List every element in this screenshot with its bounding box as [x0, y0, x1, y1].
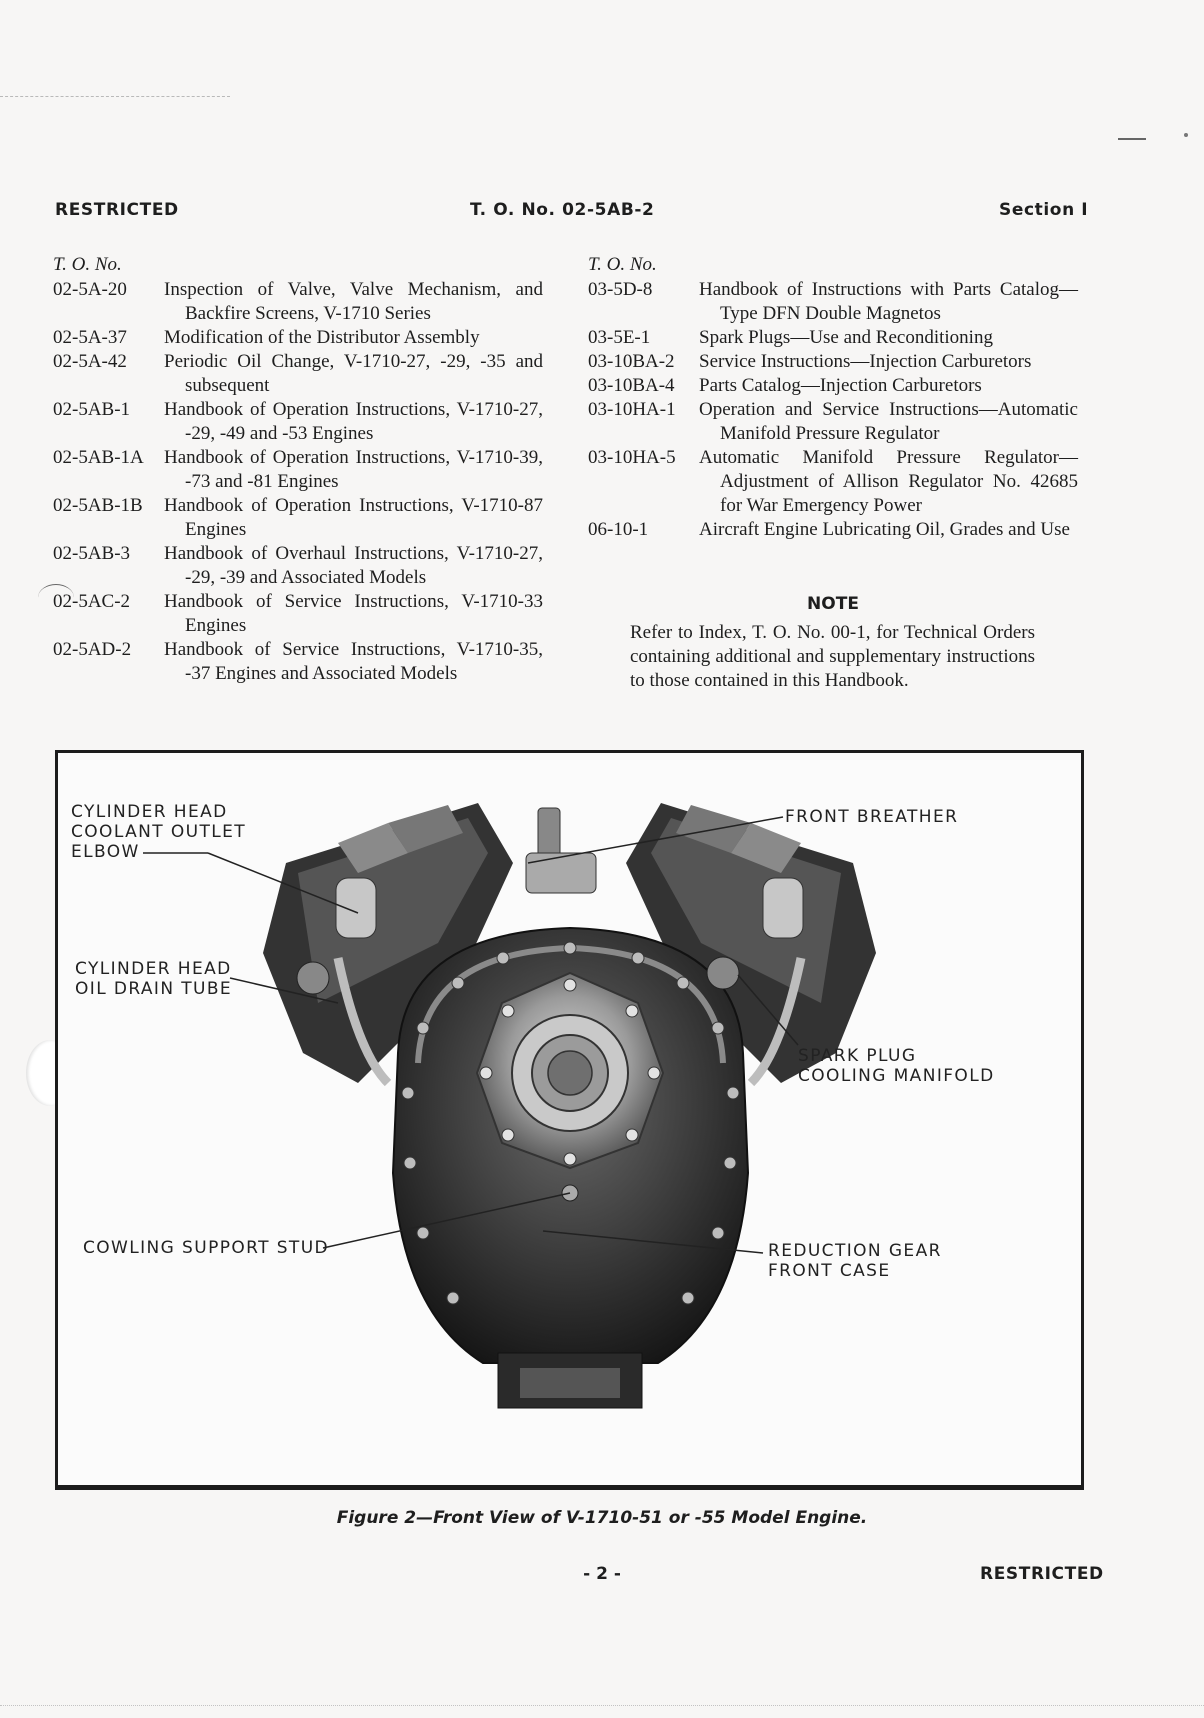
- to-number: 03-10HA-1: [588, 399, 676, 420]
- header-to-number: T. O. No. 02-5AB-2: [470, 200, 655, 220]
- to-title: Handbook of Overhaul Instructions, V-1710-27, -29, -39 and Associated Models: [164, 543, 543, 588]
- list-item: [53, 590, 543, 638]
- figure-caption: Figure 2—Front View of V-1710-51 or -55 Model Engine.: [336, 1508, 868, 1528]
- list-item: [588, 374, 1078, 398]
- to-title: Handbook of Service Instructions, V-1710-33 Engines: [164, 591, 543, 636]
- scan-artifact-line: [0, 96, 230, 97]
- to-number: 06-10-1: [588, 519, 649, 540]
- label-oil-drain-tube: CYLINDER HEAD OIL DRAIN TUBE: [75, 959, 233, 999]
- list-item: [588, 398, 1078, 446]
- label-front-breather: FRONT BREATHER: [785, 807, 959, 827]
- list-item: [53, 278, 543, 326]
- list-item: [53, 326, 543, 350]
- engine-illustration: [58, 753, 1081, 1485]
- label-coolant-outlet-elbow: CYLINDER HEAD COOLANT OUTLET ELBOW: [71, 802, 247, 862]
- list-item: [53, 446, 543, 494]
- list-item: [53, 494, 543, 542]
- to-title: Operation and Service Instructions—Automatic Manifold Pressure Regulator: [699, 399, 1078, 444]
- to-title: Aircraft Engine Lubricating Oil, Grades and Use: [699, 519, 1070, 540]
- right-reference-list: [588, 253, 1078, 542]
- to-number: 02-5AB-1B: [53, 495, 143, 516]
- to-number: 02-5A-20: [53, 279, 127, 300]
- propeller-shaft-hub: [477, 973, 663, 1168]
- left-reference-list: [53, 253, 543, 686]
- scan-artifact-dash: [1118, 138, 1146, 140]
- header-restricted: RESTRICTED: [55, 200, 179, 220]
- list-item: [53, 350, 543, 398]
- to-title: Handbook of Operation Instructions, V-1710-87 Engines: [164, 495, 543, 540]
- left-list-heading: T. O. No.: [53, 254, 122, 275]
- scan-artifact-dot: [1184, 133, 1188, 137]
- to-number: 02-5A-37: [53, 327, 127, 348]
- to-title: Inspection of Valve, Valve Mechanism, and Backfire Screens, V-1710 Series: [164, 279, 543, 324]
- list-item: [588, 350, 1078, 374]
- to-number: 02-5AC-2: [53, 591, 131, 612]
- to-title: Automatic Manifold Pressure Regulator—Adjustment of Allison Regulator No. 42685 for War Emergency Power: [699, 447, 1078, 516]
- to-number: 03-5D-8: [588, 279, 653, 300]
- list-item: [588, 446, 1078, 518]
- list-item: [53, 398, 543, 446]
- to-number: 02-5AB-1: [53, 399, 131, 420]
- page-number: - 2 -: [583, 1564, 621, 1584]
- scan-artifact-edge: [0, 1705, 1204, 1706]
- to-number: 03-5E-1: [588, 327, 651, 348]
- to-number: 03-10BA-2: [588, 351, 675, 372]
- to-number: 02-5AB-3: [53, 543, 131, 564]
- to-title: Handbook of Operation Instructions, V-1710-39, -73 and -81 Engines: [164, 447, 543, 492]
- to-number: 02-5AD-2: [53, 639, 132, 660]
- to-number: 03-10BA-4: [588, 375, 675, 396]
- list-item: [53, 638, 543, 686]
- label-cowling-support-stud: COWLING SUPPORT STUD: [83, 1238, 330, 1258]
- to-number: 02-5AB-1A: [53, 447, 144, 468]
- to-title: Periodic Oil Change, V-1710-27, -29, -35 and subsequent: [164, 351, 543, 396]
- list-item: [588, 326, 1078, 350]
- label-reduction-gear-front-case: REDUCTION GEAR FRONT CASE: [768, 1241, 942, 1281]
- note-heading: NOTE: [807, 594, 859, 614]
- to-title: Handbook of Instructions with Parts Catalog—Type DFN Double Magnetos: [699, 279, 1078, 324]
- to-number: 03-10HA-5: [588, 447, 676, 468]
- list-item: [588, 518, 1078, 542]
- right-list-heading: T. O. No.: [588, 254, 657, 275]
- list-item: [53, 542, 543, 590]
- to-title: Modification of the Distributor Assembly: [164, 327, 480, 348]
- to-title: Handbook of Operation Instructions, V-1710-27, -29, -49 and -53 Engines: [164, 399, 543, 444]
- to-title: Spark Plugs—Use and Reconditioning: [699, 327, 993, 348]
- header-section: Section I: [999, 200, 1089, 220]
- footer-restricted: RESTRICTED: [980, 1564, 1104, 1584]
- list-item: [588, 278, 1078, 326]
- front-breather: [526, 808, 596, 893]
- to-title: Handbook of Service Instructions, V-1710-35, -37 Engines and Associated Models: [164, 639, 543, 684]
- note-text: Refer to Index, T. O. No. 00-1, for Technical Orders containing additional and supplementary instructions to those contained in this Handbook.: [630, 622, 1035, 691]
- label-spark-plug-cooling-manifold: SPARK PLUG COOLING MANIFOLD: [798, 1046, 995, 1086]
- to-title: Parts Catalog—Injection Carburetors: [699, 375, 982, 396]
- to-number: 02-5A-42: [53, 351, 127, 372]
- engine-figure: [55, 750, 1084, 1490]
- to-title: Service Instructions—Injection Carburetors: [699, 351, 1032, 372]
